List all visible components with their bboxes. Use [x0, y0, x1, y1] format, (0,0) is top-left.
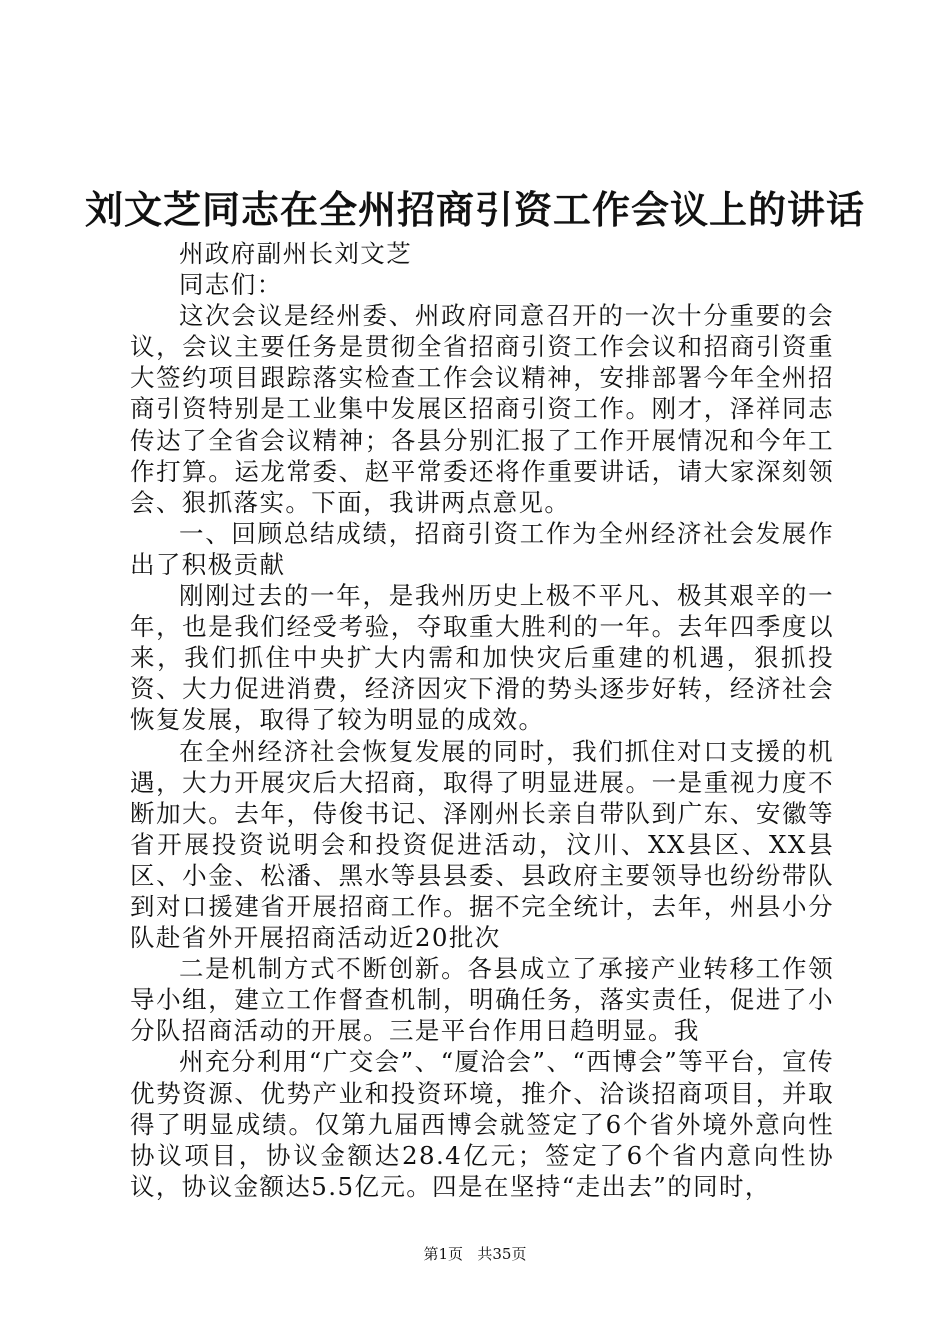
author-line: 州政府副州长刘文芝: [179, 239, 413, 268]
body-paragraph: 刚刚过去的一年，是我州历史上极不平凡、极其艰辛的一年，也是我们经受考验，夺取重大胜利的一年。去年四季度以来，我们抓住中央扩大内需和加快灾后重建的机遇，狠抓投资、大力促进消费，经济因灾下滑的势头逐步好转，经济社会恢复发展，取得了较为明显的成效。: [130, 581, 834, 735]
document-body: [130, 238, 834, 1202]
body-paragraph: 在全州经济社会恢复发展的同时，我们抓住对口支援的机遇，大力开展灾后大招商，取得了明显进展。一是重视力度不断加大。去年，侍俊书记、泽刚州长亲自带队到广东、安徽等省开展投资说明会和投资促进活动，汶川、XX县区、XX县区、小金、松潘、黑水等县县委、县政府主要领导也纷纷带队到对口援建省开展招商工作。据不完全统计，去年，州县小分队赴省外开展招商活动近20批次: [130, 736, 834, 953]
salutation: 同志们：: [179, 270, 283, 300]
body-paragraph: 州充分利用“广交会”、“厦洽会”、“西博会”等平台，宣传优势资源、优势产业和投资环境，推介、洽谈招商项目，并取得了明显成绩。仅第九届西博会就签定了6个省外境外意向性协议项目，协议金额达28.4亿元；签定了6个省内意向性协议，协议金额达5.5亿元。四是在坚持“走出去”的同时，: [130, 1047, 834, 1201]
section-heading: 一、回顾总结成绩，招商引资工作为全州经济社会发展作出了积极贡献: [130, 518, 834, 579]
body-paragraph: 这次会议是经州委、州政府同意召开的一次十分重要的会议，会议主要任务是贯彻全省招商引资工作会议和招商引资重大签约项目跟踪落实检查工作会议精神，安排部署今年全州招商引资特别是工业集中发展区招商引资工作。刚才，泽祥同志传达了全省会议精神；各县分别汇报了工作开展情况和今年工作打算。运龙常委、赵平常委还将作重要讲话，请大家深刻领会、狠抓落实。下面，我讲两点意见。: [130, 301, 834, 517]
page-number: 第1页: [423, 1245, 464, 1263]
document-title: 刘文芝同志在全州招商引资工作会议上的讲话: [84, 187, 865, 232]
page-total: 共35页: [477, 1245, 527, 1263]
page-footer: [0, 1244, 950, 1264]
body-paragraph: 二是机制方式不断创新。各县成立了承接产业转移工作领导小组，建立工作督查机制，明确任务，落实责任，促进了小分队招商活动的开展。三是平台作用日趋明显。我: [130, 954, 834, 1046]
